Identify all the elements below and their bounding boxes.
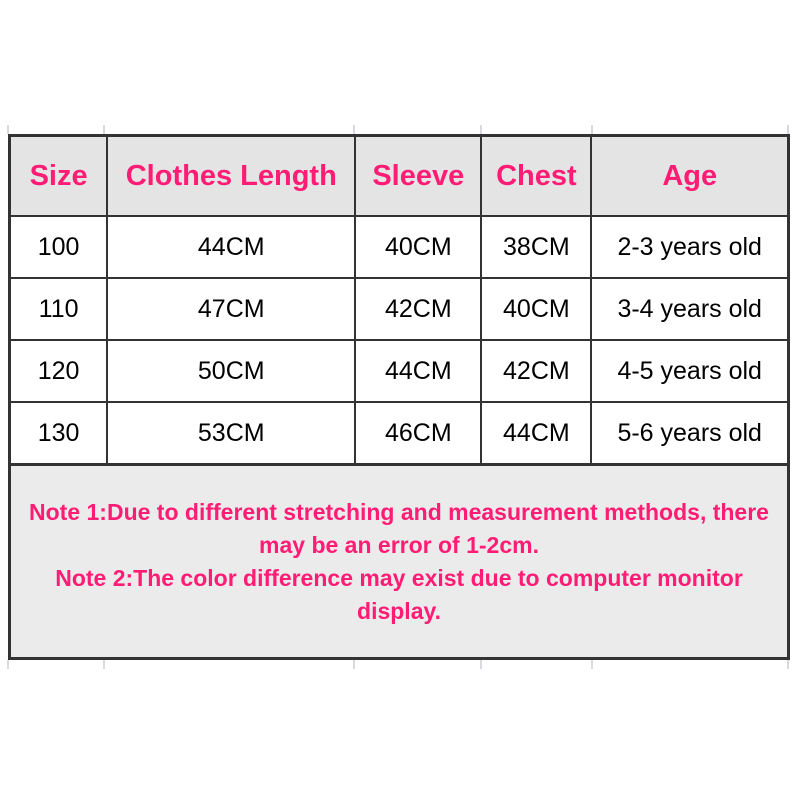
chest-value: 44CM <box>481 402 591 463</box>
age-value: 3-4 years old <box>591 278 787 340</box>
column-tick-mark <box>103 125 105 134</box>
size-value: 130 <box>11 402 107 463</box>
chest-value: 38CM <box>481 216 591 278</box>
column-tick-mark <box>7 125 9 134</box>
note-2-line-2: display. <box>357 597 441 624</box>
header-cell-sleeve: Sleeve <box>355 137 481 216</box>
note-2-line-1: Note 2:The color difference may exist due to computer monitor <box>55 564 743 591</box>
age-value: 5-6 years old <box>591 402 787 463</box>
age-value: 2-3 years old <box>591 216 787 278</box>
column-tick-mark <box>353 660 355 669</box>
sleeve-value: 46CM <box>355 402 481 463</box>
chest-value: 40CM <box>481 278 591 340</box>
size-chart-container <box>8 134 790 660</box>
clothes-length-value: 47CM <box>107 278 355 340</box>
size-value: 120 <box>11 340 107 402</box>
column-tick-mark <box>353 125 355 134</box>
clothes-length-value: 53CM <box>107 402 355 463</box>
header-cell-age: Age <box>591 137 787 216</box>
header-cell-size: Size <box>11 137 107 216</box>
column-tick-mark <box>787 125 789 134</box>
column-tick-mark <box>103 660 105 669</box>
notes-section <box>11 463 787 657</box>
sleeve-value: 40CM <box>355 216 481 278</box>
sleeve-value: 44CM <box>355 340 481 402</box>
size-table <box>11 137 787 463</box>
header-cell-chest: Chest <box>481 137 591 216</box>
chest-value: 42CM <box>481 340 591 402</box>
column-tick-mark <box>591 125 593 134</box>
table-row <box>11 402 787 463</box>
clothes-length-value: 44CM <box>107 216 355 278</box>
table-row <box>11 340 787 402</box>
note-1-line-2: may be an error of 1-2cm. <box>259 531 539 558</box>
column-tick-mark <box>480 660 482 669</box>
sleeve-value: 42CM <box>355 278 481 340</box>
note-1-line-1: Note 1:Due to different stretching and measurement methods, there <box>29 498 769 525</box>
table-row <box>11 278 787 340</box>
column-tick-mark <box>787 660 789 669</box>
age-value: 4-5 years old <box>591 340 787 402</box>
table-header-row <box>11 137 787 216</box>
column-tick-mark <box>480 125 482 134</box>
column-tick-mark <box>7 660 9 669</box>
size-value: 100 <box>11 216 107 278</box>
size-value: 110 <box>11 278 107 340</box>
table-row <box>11 216 787 278</box>
clothes-length-value: 50CM <box>107 340 355 402</box>
header-cell-clothes-length: Clothes Length <box>107 137 355 216</box>
column-tick-mark <box>591 660 593 669</box>
